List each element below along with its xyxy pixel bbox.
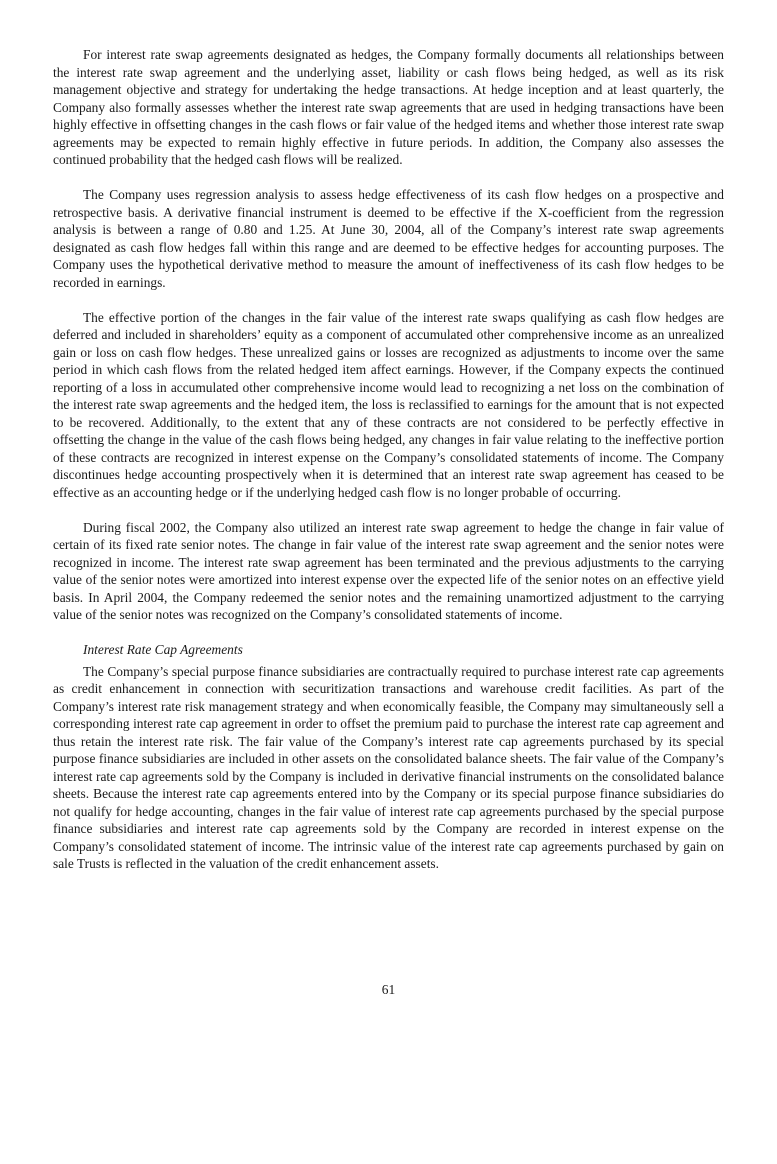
section-heading: Interest Rate Cap Agreements	[83, 642, 243, 657]
paragraph-fiscal-2002-swap: During fiscal 2002, the Company also utilized an interest rate swap agreement to hedge the change in fair value of certain of its fixed rate senior notes. The change in fair value of the interest rate swap agreement and the senior notes were recognized in income. The interest rate swap agreement has been terminated and the previous adjustments to the carrying value of the senior notes were amortized into interest expense over the expected life of the senior notes on an effective yield basis. In April 2004, the Company redeemed the senior notes and the remaining unamortized adjustment to the carrying value of the senior notes was recognized on the Company’s consolidated statements of income.	[53, 519, 724, 622]
paragraph-regression-analysis: The Company uses regression analysis to assess hedge effectiveness of its cash flow hedges on a prospective and retrospective basis. A derivative financial instrument is deemed to be effective if the X-coefficient from the regression analysis is between a range of 0.80 and 1.25. At June 30, 2004, all of the Company’s interest rate swap agreements designated as cash flow hedges fall within this range and are deemed to be effective hedges for accounting purposes. The Company uses the hypothetical derivative method to measure the amount of ineffectiveness of its cash flow hedges to be recorded in earnings.	[53, 187, 724, 290]
paragraph-effective-portion: The effective portion of the changes in the fair value of the interest rate swaps qualifying as cash flow hedges are deferred and included in shareholders’ equity as a component of accumulated other comprehensive income as an unrealized gain or loss on cash flow hedges. These unrealized gains or losses are recognized as adjustments to income over the same period in which cash flows from the related hedged item affect earnings. However, if the Company expects the continued reporting of a loss in accumulated other comprehensive income would lead to recognizing a net loss on the combination of the interest rate swap agreements and the hedged item, the loss is reclassified to earnings for the amount that is not expected to be recovered. Additionally, to the extent that any of these contracts are not considered to be perfectly effective in offsetting the change in the value of the cash flows being hedged, any changes in fair value relating to the ineffective portion of these contracts are recognized in interest expense on the Company’s consolidated statements of income. The Company discontinues hedge accounting prospectively when it is determined that an interest rate swap agreement has ceased to be effective as an accounting hedge or if the underlying hedged cash flow is no longer probable of occurring.	[53, 309, 724, 500]
paragraph-hedge-documentation: For interest rate swap agreements designated as hedges, the Company formally documents all relationships between the interest rate swap agreement and the underlying asset, liability or cash flows being hedged, as well as its risk management objective and strategy for undertaking the hedge transactions. At hedge inception and at least quarterly, the Company also formally assesses whether the interest rate swap agreements that are used in hedging transactions have been highly effective in offsetting changes in the cash flows or fair value of the hedged items and whether those interest rate swap agreements may be expected to remain highly effective in future periods. In addition, the Company also assesses the continued probability that the hedged cash flows will be realized.	[53, 47, 724, 167]
page-number: 61	[381, 982, 396, 997]
document-page	[53, 46, 724, 890]
paragraph-interest-rate-cap: The Company’s special purpose finance subsidiaries are contractually required to purchase interest rate cap agreements as credit enhancement in connection with securitization transactions and warehouse credit facilities. As part of the Company’s interest rate risk management strategy and when economically feasible, the Company may simultaneously sell a corresponding interest rate cap agreement in order to offset the premium paid to purchase the interest rate cap agreement and thus retain the interest rate risk. The fair value of the Company’s interest rate cap agreements purchased by its special purpose finance subsidiaries are included in other assets on the consolidated balance sheets. The fair value of the Company’s interest rate cap agreements sold by the Company is included in derivative financial instruments on the consolidated balance sheets. Because the interest rate cap agreements entered into by the Company or its special purpose finance subsidiaries do not qualify for hedge accounting, changes in the fair value of interest rate cap agreements purchased by the special purpose finance subsidiaries and interest rate cap agreements sold by the Company are recorded in interest expense on the Company’s consolidated statement of income. The intrinsic value of the interest rate cap agreements purchased by gain on sale Trusts is reflected in the valuation of the credit enhancement assets.	[53, 663, 724, 871]
